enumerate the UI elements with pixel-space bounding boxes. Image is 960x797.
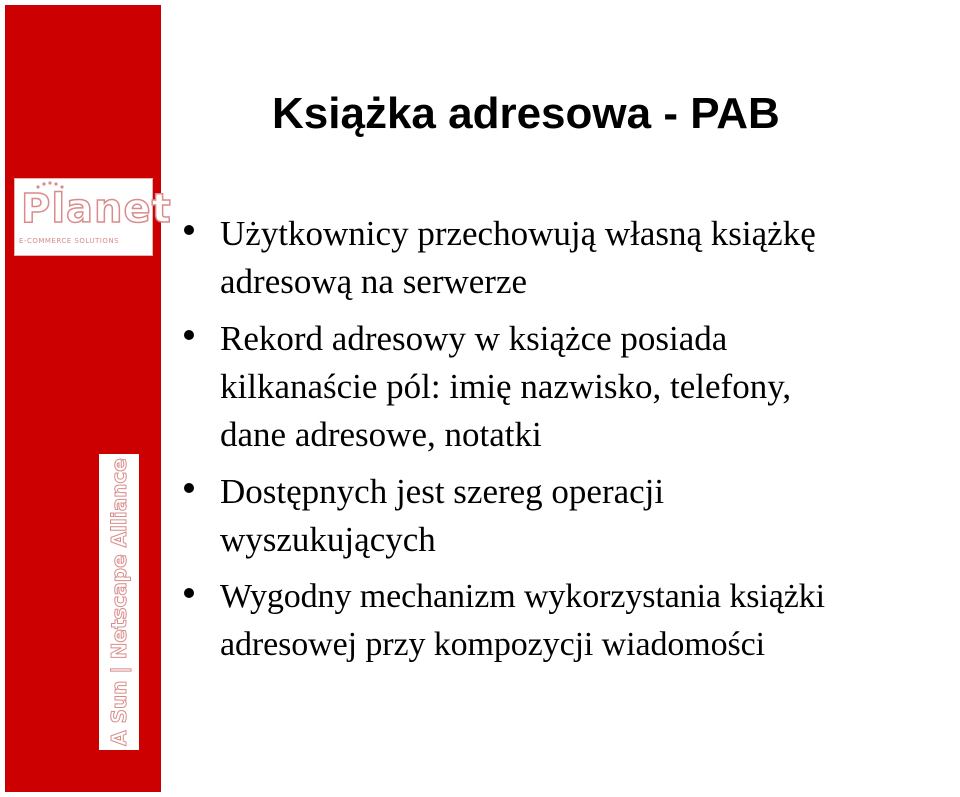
bullet-line: kilkanaście pól: imię nazwisko, telefony, — [220, 367, 792, 406]
logo-wordmark: Planet — [21, 186, 172, 232]
bullet-icon — [184, 330, 194, 340]
alliance-text: A Sun | Netscape Alliance — [107, 458, 131, 746]
bullet-line: adresową na serwerze — [220, 262, 528, 301]
bullet-icon — [184, 588, 194, 598]
alliance-strip — [99, 454, 139, 750]
bullet-icon — [184, 225, 194, 235]
bullet-line: Użytkownicy przechowują własną książkę — [220, 214, 816, 253]
logo-tagline: E-COMMERCE SOLUTIONS — [19, 237, 120, 245]
iplanet-logo — [14, 178, 172, 256]
bullet-item — [184, 573, 960, 669]
bullet-item — [184, 210, 960, 306]
bullet-line: dane adresowe, notatki — [220, 415, 542, 454]
bullet-line: Rekord adresowy w książce posiada — [220, 319, 728, 358]
bullet-list — [184, 210, 960, 678]
bullet-item — [184, 315, 960, 459]
bullet-line: Dostępnych jest szereg operacji — [220, 472, 665, 511]
slide-title: Książka adresowa - PAB — [272, 89, 780, 138]
bullet-line: wyszukujących — [220, 520, 436, 559]
bullet-icon — [184, 483, 194, 493]
bullet-item — [184, 468, 960, 564]
bullet-line: adresowej przy kompozycji wiadomości — [220, 626, 765, 663]
bullet-line: Wygodny mechanizm wykorzystania książki — [220, 578, 825, 615]
